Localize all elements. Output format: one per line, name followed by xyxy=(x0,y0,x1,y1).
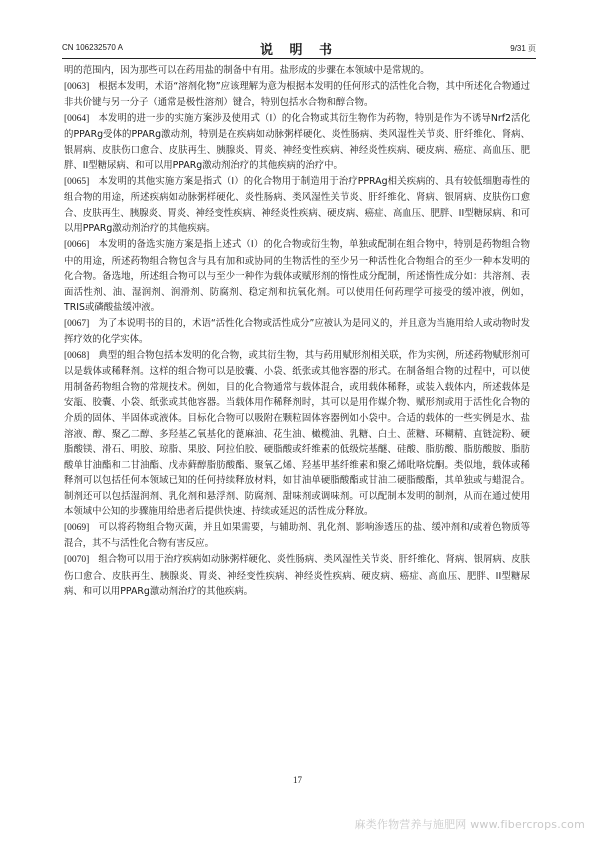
header-rule xyxy=(62,58,536,59)
paragraph-0063 xyxy=(64,79,530,111)
paragraph-0065 xyxy=(64,174,530,237)
paragraph-number: [0065] xyxy=(64,176,90,187)
paragraph-text: 根据本发明，术语“溶剂化物”应该理解为意为根据本发明的任何形式的活性化合物，其中所述化合物通过非共价键与另一分子（通常是极性溶剂）键合，特别包括水合物和醇合物。 xyxy=(64,80,530,109)
paragraph-text: 明的范围内，因为那些可以在药用盐的制备中有用。盐形成的步骤在本领域中是常规的。 xyxy=(64,65,430,76)
paragraph-text: 本发明的进一步的实施方案涉及使用式（I）的化合物或其衍生物作为药物，特别是作为不诱导Nrf2活化的PPARg受体的PPARg激动剂，特别是在疾病如动脉粥样硬化、炎性肠病、类风湿性关节炎、肝纤维化、肾病、银屑病、皮肤伤口愈合、皮肤再生、胰腺炎、胃炎、神经变性疾病、神经炎性疾病、硬皮病、癌症、高血压、肥胖、II型糖尿病、和可以用PPARg激动剂治疗的其他疾病的治疗中。 xyxy=(64,112,530,172)
paragraph-text: 本发明的其他实施方案是指式（I）的化合物用于制造用于治疗PPRAg相关疾病的、具有较低细胞毒性的组合物的用途，所述疾病如动脉粥样硬化、炎性肠病、类风湿性关节炎、肝纤维化、肾病、银屑病、皮肤伤口愈合、皮肤再生、胰腺炎、胃炎、神经变性疾病、神经炎性疾病、硬皮病、癌症、高血压、肥胖、II型糖尿病、和可以用PPARg激动剂治疗的其他疾病。 xyxy=(64,175,530,235)
section-title: 说 明 书 xyxy=(259,43,339,58)
paragraph-text: 典型的组合物包括本发明的化合物，或其衍生物，其与药用赋形剂相关联，作为实例，所述药物赋形剂可以是载体或稀释剂。这样的组合物可以是胶囊、小袋、纸张或其他容器的形式。在制备组合物的过程中，可以使用制备药物组合物的常规技术。例如，目的化合物通常与载体混合，或用载体稀释，或装入载体内，所述载体是安瓿、胶囊、小袋、纸张或其他容器。当载体用作稀释剂时，其可以是用作媒介物、赋形剂或用于活性化合物的介质的固体、半固体或液体。目标化合物可以吸附在颗粒固体容器例如小袋中。合适的载体的一些实例是水、盐溶液、醇、聚乙二醇、多羟基乙氧基化的蓖麻油、花生油、橄榄油、乳糖、白土、蔗糖、环糊精、直链淀粉、硬脂酸镁、滑石、明胶、琼脂、果胶、阿拉伯胶、硬脂酸或纤维素的低级烷基醚、硅酸、脂肪酸、脂肪酸胺、脂肪酸单甘油酯和二甘油酯、戊赤藓醇脂肪酸酯、聚氧乙烯、羟基甲基纤维素和聚乙烯吡咯烷酮。类似地，载体或稀释剂可以包括任何本领域已知的任何持续释放材料，如甘油单硬脂酸酯或甘油二硬脂酸酯，其单独或与蜡混合。制剂还可以包括湿润剂、乳化剂和悬浮剂、防腐剂、甜味剂或调味剂。可以配制本发明的制剂，从而在通过使用本领域中公知的步骤施用给患者后提供快速、持续或延迟的活性成分释放。 xyxy=(64,349,530,518)
paragraph-text: 可以将药物组合物灭菌，并且如果需要，与辅助剂、乳化剂、影响渗透压的盐、缓冲剂和/或着色物质等混合，其不与活性化合物有害反应。 xyxy=(64,521,530,550)
paragraph-0066 xyxy=(64,237,530,316)
site-watermark: 麻类作物营养与施肥网 www.fibercrops.com xyxy=(354,818,585,831)
paragraph-text: 本发明的备选实施方案是指上述式（I）的化合物或衍生物，单独或配制在组合物中，特别是药物组合物中的用途，所述药物组合物包含与具有加和或协同的生物活性的至少另一种活性化合物组合的至少一种本发明的化合物。备选地，所述组合物可以与至少一种作为载体或赋形剂的惰性成分配制，所述惰性成分如：共溶剂、表面活性剂、油、湿润剂、润滑剂、防腐剂、稳定剂和抗氧化剂。可以使用任何药理学可接受的缓冲液，例如，TRIS或磷酸盐缓冲液。 xyxy=(64,239,530,314)
paragraph-0067 xyxy=(64,316,530,348)
paragraph-number: [0063] xyxy=(64,81,90,92)
paragraph-text: 为了本说明书的目的，术语“活性化合物或活性成分”应被认为是同义的，并且意为当施用给人或动物时发挥疗效的化学实体。 xyxy=(64,317,530,346)
paragraph-number: [0067] xyxy=(64,318,90,329)
paragraph-0064 xyxy=(64,111,530,174)
paragraph-number: [0068] xyxy=(64,350,90,361)
page-of-total: 9/31 页 xyxy=(510,44,536,53)
paragraph-number: [0069] xyxy=(64,522,90,533)
page-header xyxy=(62,41,536,57)
paragraph-continuation xyxy=(64,63,530,79)
paragraph-0069 xyxy=(64,520,530,552)
document-body xyxy=(64,63,530,600)
paragraph-text: 组合物可以用于治疗疾病如动脉粥样硬化、炎性肠病、类风湿性关节炎、肝纤维化、肾病、银屑病、皮肤伤口愈合、皮肤再生、胰腺炎、胃炎、神经变性疾病、神经炎性疾病、硬皮病、癌症、高血压、肥胖、II型糖尿病、和可以用PPARg激动剂治疗的其他疾病。 xyxy=(64,553,530,598)
paragraph-0068 xyxy=(64,348,530,520)
paragraph-0070 xyxy=(64,552,530,600)
paragraph-number: [0064] xyxy=(64,113,90,124)
document-number: CN 106232570 A xyxy=(62,43,123,52)
paragraph-number: [0070] xyxy=(64,554,90,565)
paragraph-number: [0066] xyxy=(64,240,90,251)
page-number: 17 xyxy=(293,775,302,785)
